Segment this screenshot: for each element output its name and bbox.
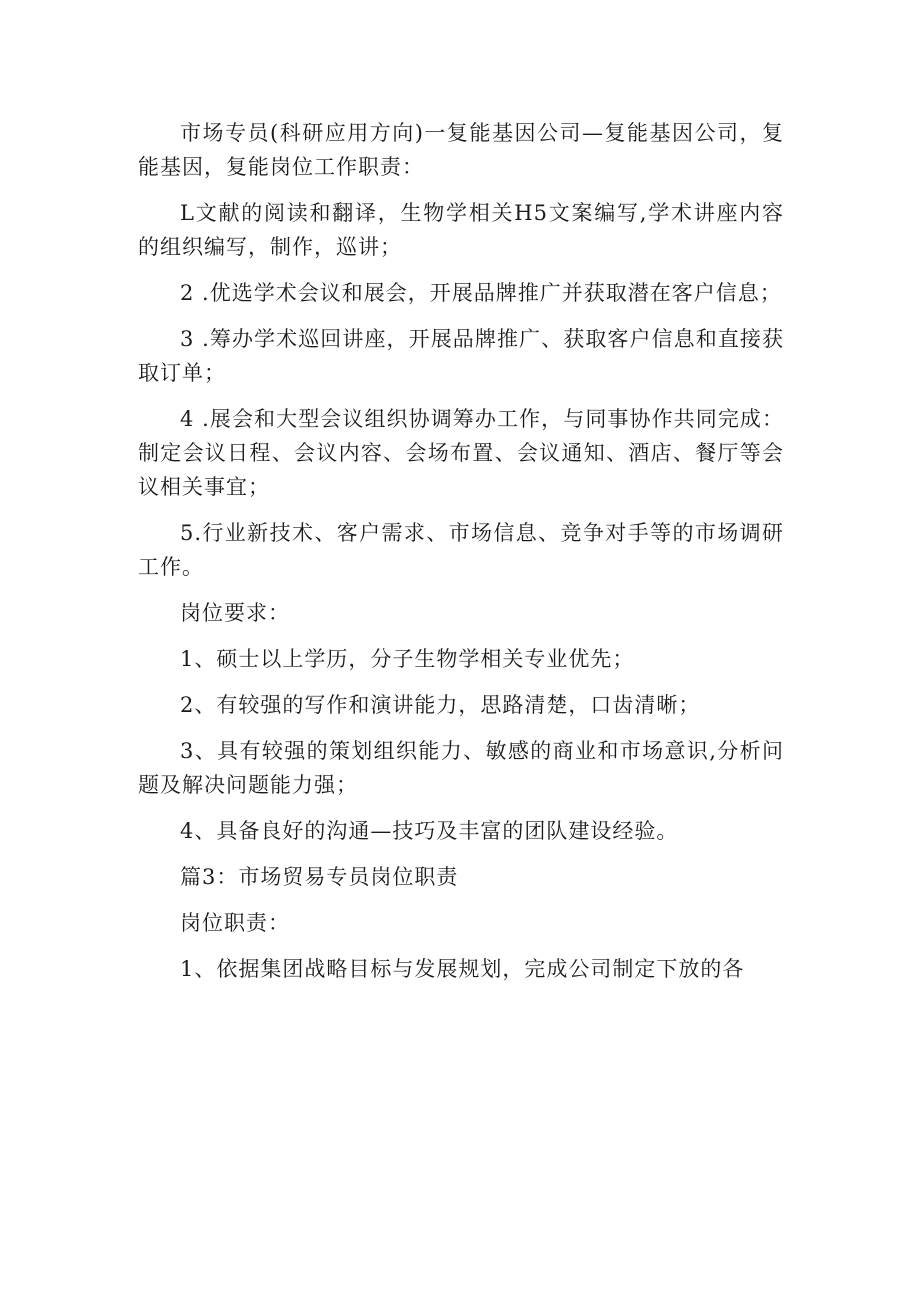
heading-requirements: 岗位要求：	[180, 601, 290, 625]
paragraph-duty-3: 3 .筹办学术巡回讲座，开展品牌推广、获取客户信息和直接获取订单；	[138, 327, 784, 385]
paragraph-requirement-3: 3、具有较强的策划组织能力、敏感的商业和市场意识,分析问题及解决问题能力强；	[138, 739, 784, 797]
paragraph-duty-2: 2 .优选学术会议和展会，开展品牌推广并获取潜在客户信息；	[180, 281, 782, 305]
paragraph-intro: 市场专员(科研应用方向)一复能基因公司—复能基因公司，复能基因，复能岗位工作职责：	[138, 121, 784, 179]
heading-duties: 岗位职责：	[180, 911, 290, 935]
document-body	[138, 116, 784, 998]
paragraph-duty-4: 4 .展会和大型会议组织协调筹办工作，与同事协作共同完成：制定会议日程、会议内容、会场布置、会议通知、酒店、餐厅等会议相关事宜；	[138, 407, 784, 499]
paragraph-requirement-4: 4、具备良好的沟通—技巧及丰富的团队建设经验。	[180, 819, 679, 843]
section-title-part3: 篇3：市场贸易专员岗位职责	[180, 865, 459, 889]
paragraph-duty-5: 5.行业新技术、客户需求、市场信息、竞争对手等的市场调研工作。	[138, 521, 784, 579]
paragraph-requirement-1: 1、硕士以上学历，分子生物学相关专业优先；	[180, 647, 635, 671]
paragraph-requirement-2: 2、有较强的写作和演讲能力，思路清楚，口齿清晰；	[180, 693, 701, 717]
paragraph-duty-1: L文献的阅读和翻译，生物学相关H5文案编写,学术讲座内容的组织编写，制作，巡讲；	[138, 201, 784, 259]
paragraph-duty-item-1: 1、依据集团战略目标与发展规划，完成公司制定下放的各	[180, 957, 745, 981]
